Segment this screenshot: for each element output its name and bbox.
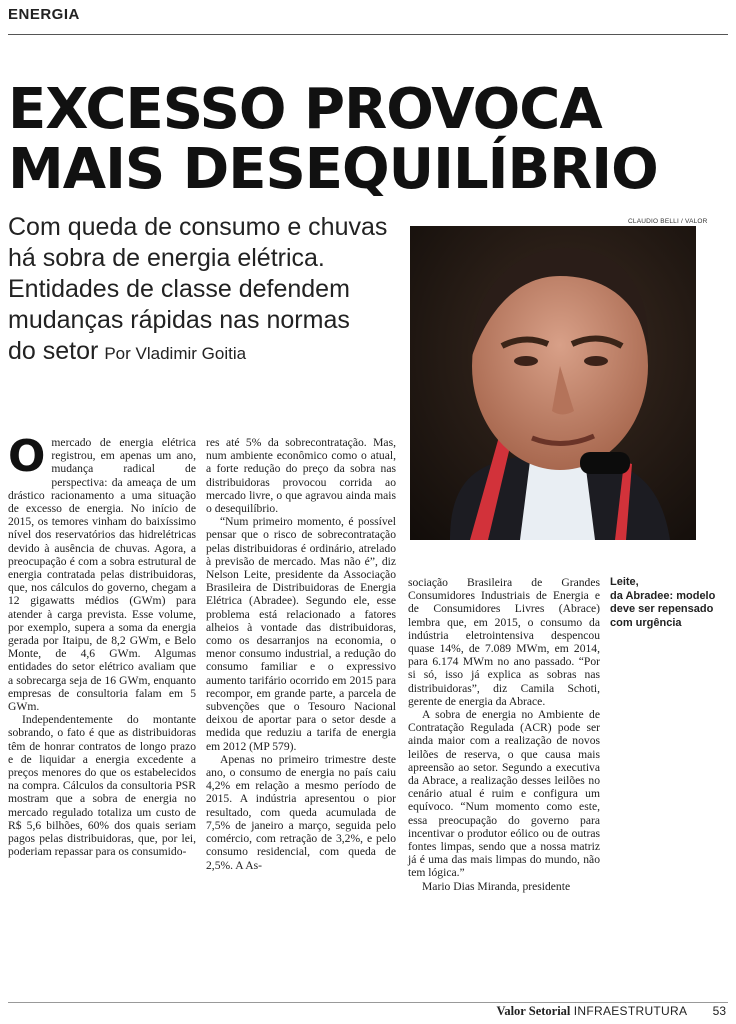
deck-line-3: Entidades de classe defendem: [8, 275, 350, 303]
page-footer: [496, 1004, 726, 1019]
microphone: [580, 452, 630, 474]
left-eye: [514, 356, 538, 366]
paragraph: Independentemente do montante sobrando, o fato é que as distribuidoras têm de honrar contratos de longo prazo e de liquidar a energia excedente a preços menores do que os estabelecidos na compra. Cálculos da consultoria PSR mostram que a sobra de energia no mercado regulado totaliza um custo de R$ 5,6 bilhões, 60% dos quais seriam pagos pelas distribuidoras, que, por lei, poderiam repassar para os consumido-: [8, 713, 196, 859]
deck-line-5-text: do setor: [8, 337, 99, 365]
paragraph: A sobra de energia no Ambiente de Contratação Regulada (ACR) pode ser ainda maior com a realização de novos leilões de reserva, o que causa mais apreensão ao setor. Segundo a executiva da Abrace, a realização desses leilões no cenário atual é ruim e configura um equívoco. “Num momento como este, essa preocupação do governo para incentivar o produtor eólico ou de outras fontes limpas, sendo que a nossa matriz já é uma das mais limpas do mundo, não tem lógica.”: [408, 708, 600, 880]
top-rule: [8, 34, 728, 35]
deck-line-4: mudanças rápidas nas normas: [8, 306, 350, 334]
photo-credit: CLAUDIO BELLI / VALOR: [628, 218, 708, 225]
headline-line-1: EXCESSO PROVOCA: [8, 77, 602, 142]
column-3: [408, 576, 600, 893]
headline: [8, 77, 728, 202]
paragraph: [8, 431, 196, 714]
paragraph: “Num primeiro momento, é possível pensar que o risco de sobrecontratação pelas distribuidoras é ordinário, atrelado à previsão de mercado. Mas não é”, diz Nelson Leite, presidente da Associação Brasileira de Distribuidoras de Energia Elétrica (Abradee). Segundo ele, esse problema está relacionado a fatores alheios à vontade das distribuidoras, como os desarranjos na economia, o menor consumo industrial, a redução do consumo familiar e o expressivo aumento tarifário ocorrido em 2015 para recompor, em grande parte, a parcela de subvenções que o Tesouro Nacional deixou de aportar para o setor desde a medida que reduziu a tarifa de energia em 2012 (MP 579).: [206, 515, 396, 753]
shirt: [520, 461, 595, 540]
photo-caption: [610, 576, 730, 630]
caption-name: Leite,: [610, 576, 639, 588]
paragraph: Mario Dias Miranda, presidente: [422, 879, 571, 893]
paragraph: Apenas no primeiro trimestre deste ano, o consumo de energia no país caiu 4,2% em relação a mesmo período de 2015. A indústria apresentou o pior resultado, com queda acumulada de 7,5% de janeiro a março, seguida pelo comércio, com retração de 3,2%, e pelo consumo residencial, com queda de 2,5%. A As-: [206, 752, 396, 872]
deck-line-1: Com queda de consumo e chuvas: [8, 213, 388, 241]
paragraph: res até 5% da sobrecontratação. Mas, num ambiente econômico como o atual, a forte redução do preço da sobra nas distribuidoras provocou corrida ao mercado livre, o que agravou ainda mais o desequilíbrio.: [206, 436, 396, 516]
column-1: [8, 431, 196, 859]
column-2: [206, 436, 396, 872]
headline-line-2: MAIS DESEQUILÍBRIO: [8, 137, 658, 202]
section-tag: ENERGIA: [8, 6, 80, 23]
caption-text: da Abradee: modelo deve ser repensado com urgência: [610, 589, 716, 629]
page-number: 53: [712, 1004, 726, 1018]
drop-cap: O: [8, 431, 46, 482]
byline: Por Vladimir Goitia: [104, 344, 247, 363]
footer-rule: [8, 1002, 728, 1003]
paragraph: sociação Brasileira de Grandes Consumidores Industriais de Energia e de Consumidores Livres (Abrace) lembra que, em 2015, o consumo da indústria eletrointensiva despencou quase 14%, de 7.089 MWm, em 2014, para 6.174 MWm no ano passado. “Por si só, isso já explica as sobras nas distribuidoras”, diz Camila Schoti, gerente de energia da Abrace.: [408, 576, 600, 708]
portrait-photo: [410, 226, 696, 540]
deck-line-5: [8, 336, 400, 369]
deck-line-2: há sobra de energia elétrica.: [8, 244, 325, 272]
footer-section: INFRAESTRUTURA: [573, 1004, 688, 1018]
right-eye: [584, 356, 608, 366]
paragraph-text: mercado de energia elétrica registrou, em apenas um ano, mudança radical de perspectiva: da ameaça de um drástico racionamento a uma situação de excesso de energia. No início de 2015, os temores vinham do baixíssimo nível dos reservatórios das hidrelétricas devido à ausência de chuvas. Agora, a preocupação é com a sobra estrutural de energia contratada pelas distribuidoras, que, nos cálculos do governo, chegam a 12 gigawatts médios (GWm) para atender à carga prevista. Esse volume, por exemplo, supera a soma da energia gerada por Itaipu, de 8,2 GWm, e Belo Monte, de 4,6 GWm. Algumas entidades do setor elétrico avaliam que a sobrecarga seja de 16 GWm, enquanto empresas de consultoria falam em 5 GWm.: [8, 436, 196, 714]
publication-name: Valor Setorial: [496, 1004, 571, 1018]
portrait-illustration: [410, 226, 696, 540]
deck: [8, 212, 400, 369]
